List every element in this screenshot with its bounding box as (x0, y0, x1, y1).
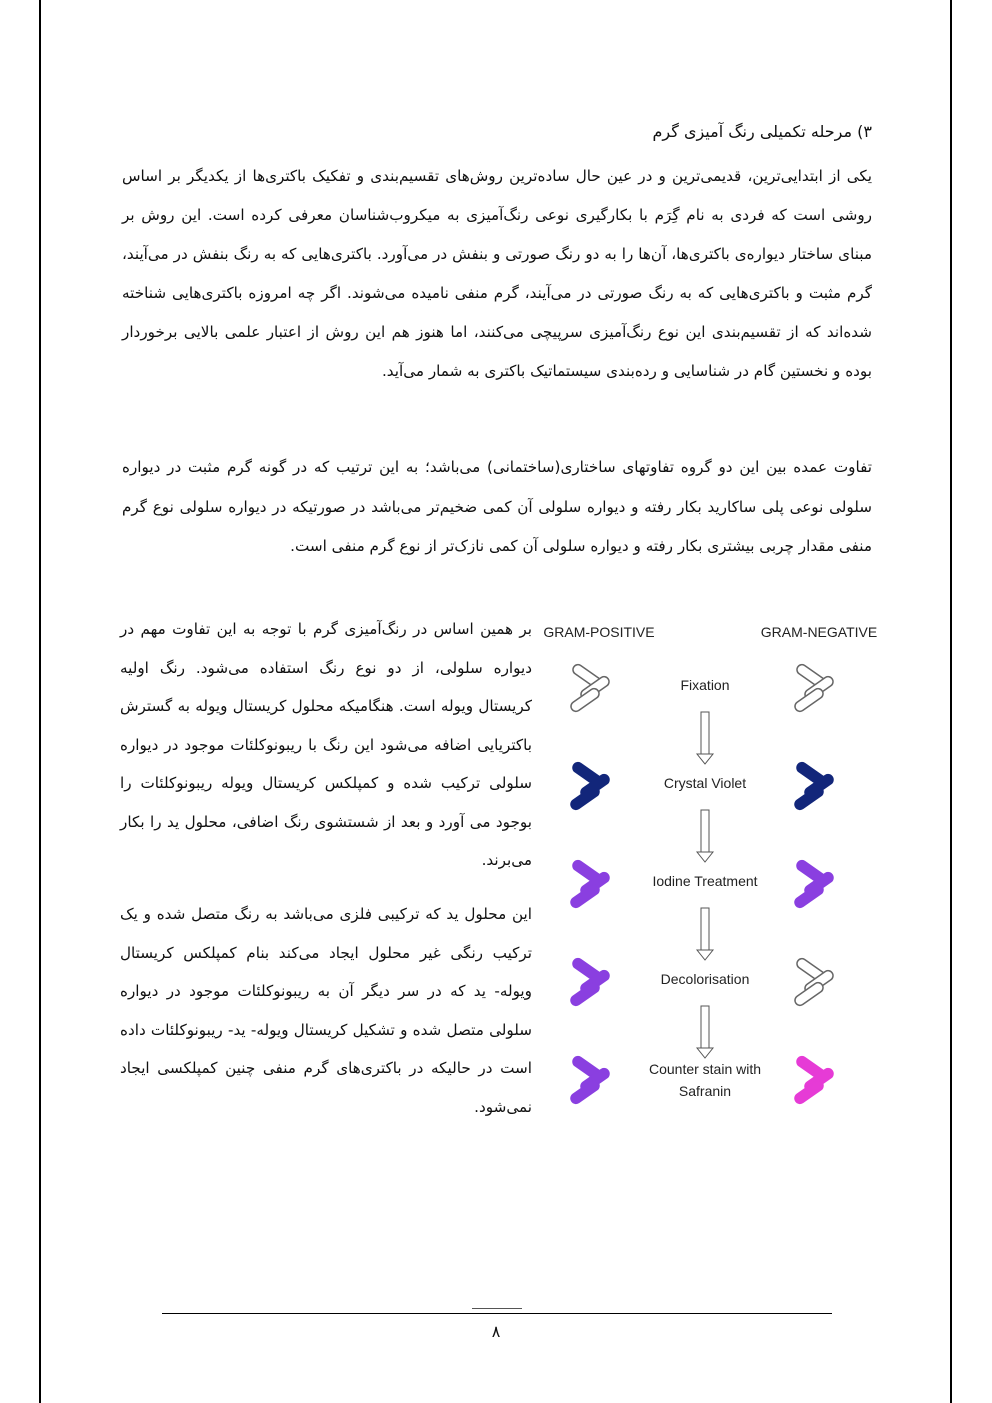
step-label: Decolorisation (660, 971, 750, 987)
iodine-paragraph: این محلول ید که ترکیبی فلزی می‌باشد به رنگ متصل شده و یک ترکیب رنگی غیر محلول ایجاد می‌کند بنام کمپلکس کریستال ویوله- ید که در سر دیگر آن به ریبونوکلئات موجود در دیواره سلولی متصل شده و تشکیل کریستال ویوله- ید- ریبونوکلئات داده است در حالیکه در باکتری‌های گرم منفی چنین کمپلکسی ایجاد نمی‌شود. (120, 905, 532, 1116)
step-label: Counter stain with (648, 1061, 762, 1077)
gram-negative-bacteria (793, 859, 835, 910)
gram-negative-bacteria (793, 663, 835, 714)
gram-positive-bacteria (569, 663, 611, 714)
flow-arrow (697, 712, 713, 764)
flow-arrow (697, 908, 713, 960)
gram-positive-bacteria (569, 761, 611, 812)
footer-rule (162, 1313, 832, 1314)
difference-paragraph: تفاوت عمده بین این دو گروه تفاوتهای ساختاری(ساختمانی) می‌باشد؛ به این ترتیب که در گونه گرم مثبت در دیواره سلولی نوعی پلی ساکارید بکار رفته و دیواره سلولی آن کمی ضخیم‌تر می‌باشد در صورتیکه در دیواره سلولی نوع گرم منفی مقدار چربی بیشتری بکار رفته و دیواره سلولی آن کمی نازک‌تر از نوع گرم منفی است. (122, 458, 872, 555)
gram-negative-bacteria (793, 1055, 835, 1106)
footer-accent-line (472, 1308, 522, 1309)
step-label-line2: Safranin (678, 1083, 732, 1099)
step-label: Fixation (680, 677, 730, 693)
flow-arrow (697, 810, 713, 862)
staining-paragraph: بر همین اساس در رنگ‌آمیزی گرم با توجه به این تفاوت مهم در دیواره سلولی، از دو نوع رنگ استفاده می‌شود. رنگ اولیه کریستال ویوله است. هنگامیکه محلول کریستال ویوله به گسترش باکتریایی اضافه می‌شود این رنگ با ریبونوکلئات موجود در دیواره سلولی ترکیب شده و کمپلکس کریستال ویوله ریبونوکلئات را بوجود می آورد و بعد از شستشوی رنگ اضافی، محلول ید را بکار می‌برند. (120, 620, 532, 869)
gram-negative-bacteria (793, 957, 835, 1008)
gram-positive-bacteria (569, 1055, 611, 1106)
right-margin-rule (950, 0, 952, 1403)
intro-paragraph: یکی از ابتدایی‌ترین، قدیمی‌ترین و در عین حال ساده‌ترین روش‌های تقسیم‌بندی و تفکیک باکتری‌ها از یکدیگر بر اساس روشی است که فردی به نام گِرَم با بکارگیری نوعی رنگ‌آمیزی به میکروب‌شناسان معرفی کرده است. این روش بر مبنای ساختار دیواره‌ی باکتری‌ها، آن‌ها را به دو رنگ صورتی و بنفش در می‌آورد. باکتری‌هایی که به رنگ بنفش در می‌آیند، گرم مثبت و باکتری‌هایی که به رنگ صورتی در می‌آیند، گرم منفی نامیده می‌شوند. اگر چه امروزه باکتری‌هایی شناخته شده‌اند که از تقسیم‌بندی این نوع رنگ‌آمیزی سرپیچی می‌کنند، اما هنوز هم این روش از اعتبار علمی بالایی برخوردار بوده و نخستین گام در شناسایی و رده‌بندی سیستماتیک باکتری به شمار می‌آید. (122, 167, 872, 380)
gram-negative-header: GRAM-NEGATIVE (760, 624, 878, 640)
step-label: Crystal Violet (663, 775, 747, 791)
flow-arrow (697, 1006, 713, 1058)
step-label: Iodine Treatment (652, 873, 758, 889)
gram-stain-diagram (543, 612, 878, 1122)
section-heading: ۳) مرحله تکمیلی رنگ آمیزی گرم (652, 122, 872, 141)
gram-positive-bacteria (569, 957, 611, 1008)
gram-negative-bacteria (793, 761, 835, 812)
gram-positive-header: GRAM-POSITIVE (543, 624, 655, 640)
page-number: ۸ (491, 1322, 501, 1341)
left-margin-rule (39, 0, 41, 1403)
gram-positive-bacteria (569, 859, 611, 910)
